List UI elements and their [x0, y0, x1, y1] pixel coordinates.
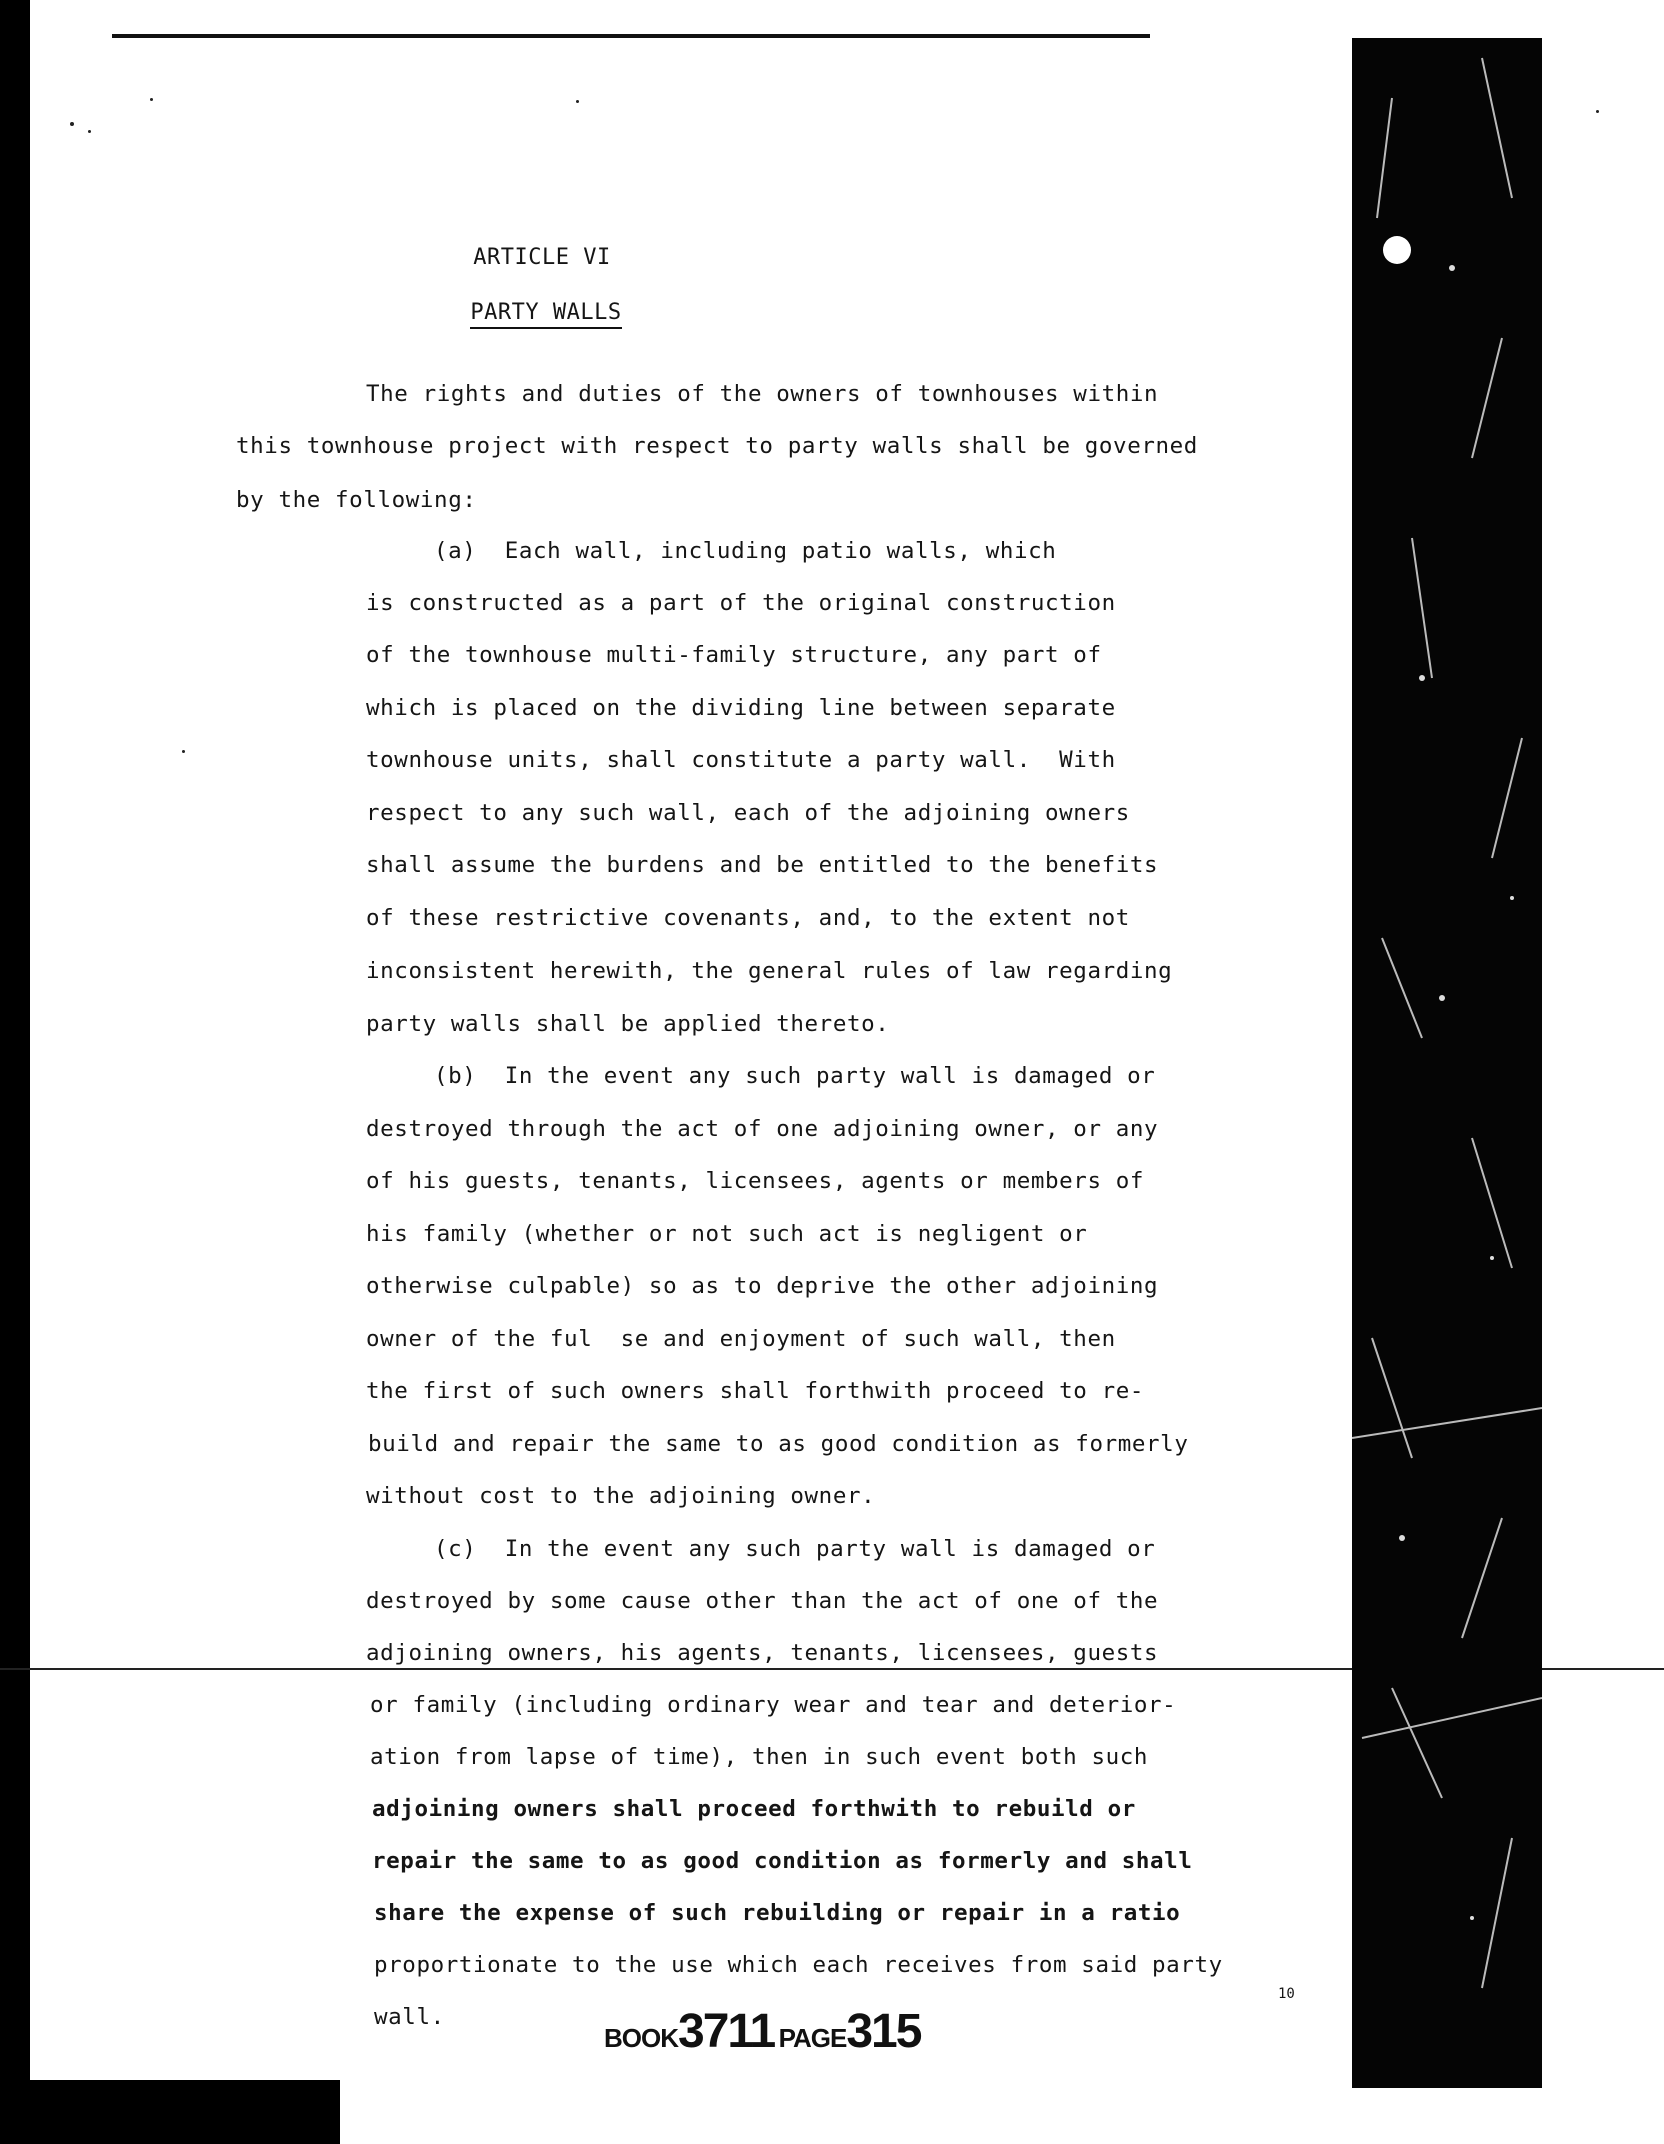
body-line: without cost to the adjoining owner.	[366, 1483, 876, 1509]
body-line: respect to any such wall, each of the adjoining owners	[366, 800, 1130, 826]
body-line: wall.	[374, 2004, 445, 2030]
body-line: townhouse units, shall constitute a party wall. With	[366, 747, 1116, 773]
body-line: destroyed by some cause other than the act of one of the	[366, 1588, 1159, 1614]
scan-right-band	[1352, 38, 1542, 2088]
scan-speck	[150, 98, 153, 101]
body-line: by the following:	[236, 487, 477, 513]
article-number: ARTICLE VI	[473, 245, 611, 270]
article-title	[0, 300, 1378, 325]
scan-bottom-left-shadow	[0, 2080, 340, 2144]
top-rule	[112, 34, 1150, 38]
body-line: inconsistent herewith, the general rules of law regarding	[366, 958, 1173, 984]
body-line: share the expense of such rebuilding or repair in a ratio	[374, 1900, 1181, 1926]
scan-speck	[88, 130, 91, 133]
body-line: this townhouse project with respect to party walls shall be governed	[236, 433, 1198, 459]
body-line: build and repair the same to as good condition as formerly	[368, 1431, 1189, 1457]
body-line: (c) In the event any such party wall is damaged or	[434, 1536, 1156, 1562]
body-line: which is placed on the dividing line between separate	[366, 695, 1116, 721]
page-number: 10	[1278, 1986, 1295, 2002]
stamp-page-number: 315	[846, 2005, 921, 2058]
body-line: destroyed through the act of one adjoining owner, or any	[366, 1116, 1159, 1142]
recording-stamp	[604, 2004, 920, 2059]
scan-speck	[182, 750, 185, 753]
body-line: party walls shall be applied thereto.	[366, 1011, 890, 1037]
body-line: repair the same to as good condition as formerly and shall	[372, 1848, 1193, 1874]
body-line: of his guests, tenants, licensees, agents or members of	[366, 1168, 1145, 1194]
body-line: ation from lapse of time), then in such event both such	[370, 1744, 1149, 1770]
body-line: is constructed as a part of the original construction	[366, 590, 1116, 616]
stamp-book-label: BOOK	[604, 2023, 678, 2053]
body-line: shall assume the burdens and be entitled to the benefits	[366, 852, 1159, 878]
body-line: of the townhouse multi-family structure, any part of	[366, 642, 1102, 668]
body-line: adjoining owners shall proceed forthwith to rebuild or	[372, 1796, 1136, 1822]
body-line: otherwise culpable) so as to deprive the other adjoining	[366, 1273, 1159, 1299]
body-line: owner of the ful se and enjoyment of such wall, then	[366, 1326, 1116, 1352]
body-line: (a) Each wall, including patio walls, which	[434, 538, 1057, 564]
stamp-page-label: PAGE	[778, 2023, 847, 2053]
scan-speck	[576, 100, 579, 103]
body-line: the first of such owners shall forthwith proceed to re-	[366, 1378, 1145, 1404]
body-line: proportionate to the use which each receives from said party	[374, 1952, 1223, 1978]
body-line: of these restrictive covenants, and, to the extent not	[366, 905, 1130, 931]
body-line: or family (including ordinary wear and tear and deterior-	[370, 1692, 1177, 1718]
body-line: (b) In the event any such party wall is damaged or	[434, 1063, 1156, 1089]
body-line: his family (whether or not such act is negligent or	[366, 1221, 1088, 1247]
article-title-text: PARTY WALLS	[470, 300, 621, 329]
scan-speck	[70, 122, 74, 126]
body-line: adjoining owners, his agents, tenants, licensees, guests	[366, 1640, 1159, 1666]
stamp-book-number: 3711	[678, 2005, 775, 2058]
body-line: The rights and duties of the owners of townhouses within	[366, 381, 1159, 407]
scan-speck	[1596, 110, 1599, 113]
